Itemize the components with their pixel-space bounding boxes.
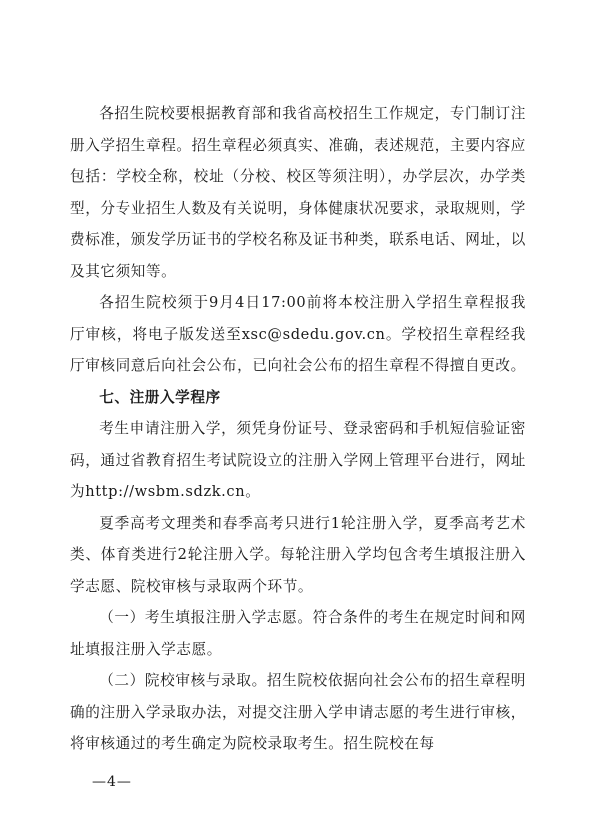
paragraph-admission-charter: 各招生院校要根据教育部和我省高校招生工作规定，专门制订注册入学招生章程。招生章程必须真实、准确，表述规范，主要内容应包括：学校全称，校址（分校、校区等须注明），办学层次，办学类型，分专业招生人数及有关说明，身体健康状况要求，录取规则，学费标准，颁发学历证书的学校名称及证书种类，联系电话、网址，以及其它须知等。 <box>70 105 526 280</box>
document-body <box>70 98 526 760</box>
paragraph-charter-submission: 各招生院校须于9月4日17:00前将本校注册入学招生章程报我厅审核，将电子版发送至xsc@sdedu.gov.cn。学校招生章程经我厅审核同意后向社会公布，已向社会公布的招生章程不得擅自更改。 <box>70 294 526 374</box>
paragraph-step-one: （一）考生填报注册入学志愿。符合条件的考生在规定时间和网址填报注册入学志愿。 <box>70 609 526 658</box>
paragraph-registration-rounds: 夏季高考文理类和春季高考只进行1轮注册入学，夏季高考艺术类、体育类进行2轮注册入学。每轮注册入学均包含考生填报注册入学志愿、院校审核与录取两个环节。 <box>70 514 526 595</box>
paragraph-application-method: 考生申请注册入学，须凭身份证号、登录密码和手机短信验证密码，通过省教育招生考试院设立的注册入学网上管理平台进行，网址为http://wsbm.sdzk.cn。 <box>70 420 526 500</box>
section-heading-registration-procedure: 七、注册入学程序 <box>99 388 221 406</box>
paragraph-step-two: （二）院校审核与录取。招生院校依据向社会公布的招生章程明确的注册入学录取办法，对提交注册入学申请志愿的考生进行审核，将审核通过的考生确定为院校录取考生。招生院校在每 <box>70 672 526 752</box>
page-number: —4— <box>92 774 132 790</box>
